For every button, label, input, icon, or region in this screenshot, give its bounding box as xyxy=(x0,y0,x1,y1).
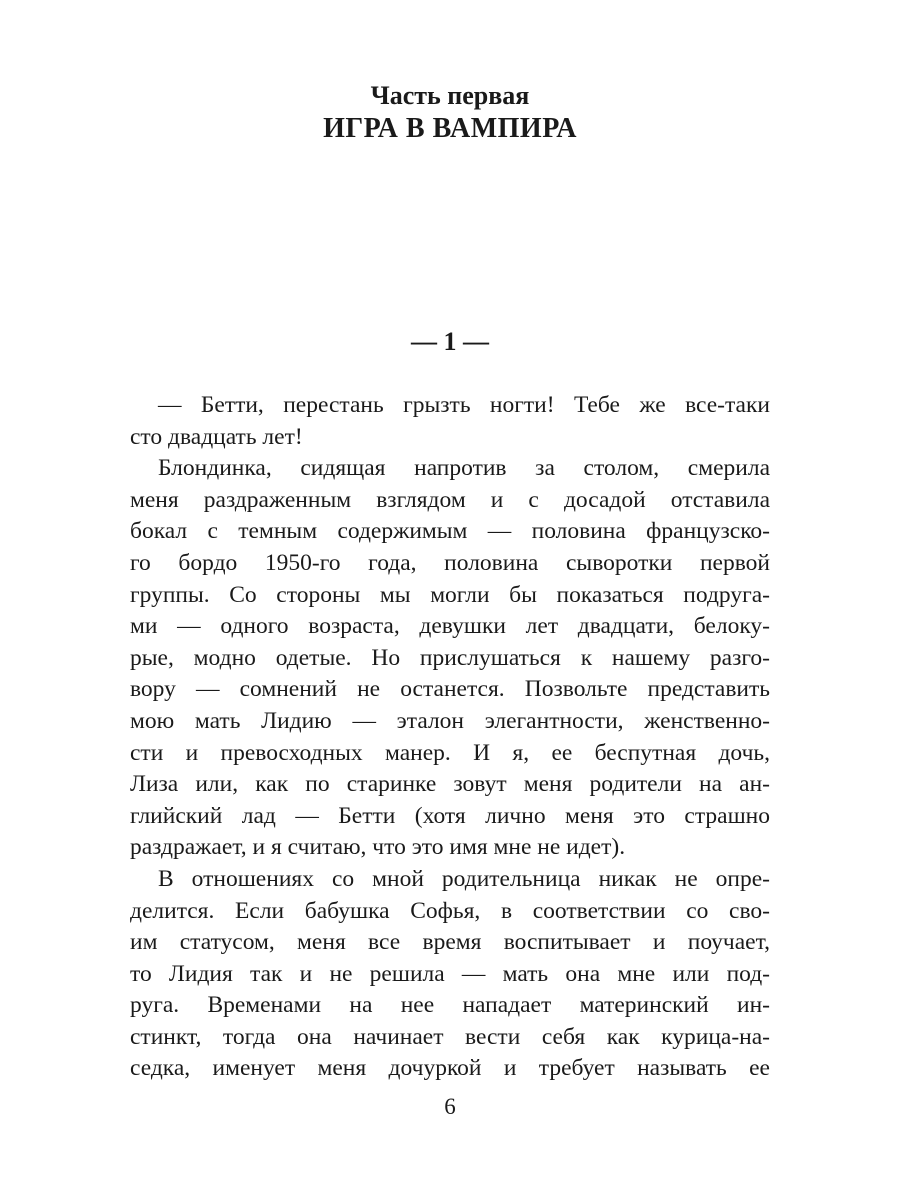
text-line: седка, именует меня дочуркой и требует называть ее xyxy=(130,1055,770,1082)
text-line: мою мать Лидию — эталон элегантности, женственно- xyxy=(130,707,770,734)
text-line: рые, модно одетые. Но прислушаться к нашему разго- xyxy=(130,644,770,671)
text-line: им статусом, меня все время воспитывает и поучает, xyxy=(130,929,770,956)
part-title: ИГРА В ВАМПИРА xyxy=(323,113,577,144)
text-line: то Лидия так и не решила — мать она мне или под- xyxy=(130,960,770,987)
text-line: раздражает, и я считаю, что это имя мне не идет). xyxy=(130,834,626,861)
page-number: 6 xyxy=(444,1094,456,1119)
text-line: бокал с темным содержимым — половина французско- xyxy=(130,518,770,545)
text-line: сто двадцать лет! xyxy=(130,423,303,450)
text-line: ми — одного возраста, девушки лет двадцати, белоку- xyxy=(130,613,770,640)
text-line: глийский лад — Бетти (хотя лично меня это страшно xyxy=(130,802,770,829)
text-line: стинкт, тогда она начинает вести себя как курица-на- xyxy=(130,1023,770,1050)
text-line: го бордо 1950-го года, половина сыворотки первой xyxy=(130,549,770,576)
text-line: Блондинка, сидящая напротив за столом, смерила xyxy=(158,455,770,482)
text-line: группы. Со стороны мы могли бы показаться подруга- xyxy=(130,581,770,608)
text-line: сти и превосходных манер. И я, ее беспутная дочь, xyxy=(130,739,770,766)
text-line: меня раздраженным взглядом и с досадой отставила xyxy=(130,486,770,513)
part-label: Часть первая xyxy=(370,81,530,110)
text-line: — Бетти, перестань грызть ногти! Тебе же все-таки xyxy=(158,392,770,418)
part-heading xyxy=(0,80,900,146)
text-line: делится. Если бабушка Софья, в соответствии со сво- xyxy=(130,897,770,924)
body-text xyxy=(130,390,770,1085)
chapter-number: — 1 — xyxy=(411,327,489,356)
text-line: В отношениях со мной родительница никак не опре- xyxy=(158,865,770,892)
text-line: руга. Временами на нее нападает материнский ин- xyxy=(130,992,770,1019)
text-line: Лиза или, как по старинке зовут меня родители на ан- xyxy=(130,771,770,798)
text-line: вору — сомнений не останется. Позвольте представить xyxy=(130,676,770,703)
